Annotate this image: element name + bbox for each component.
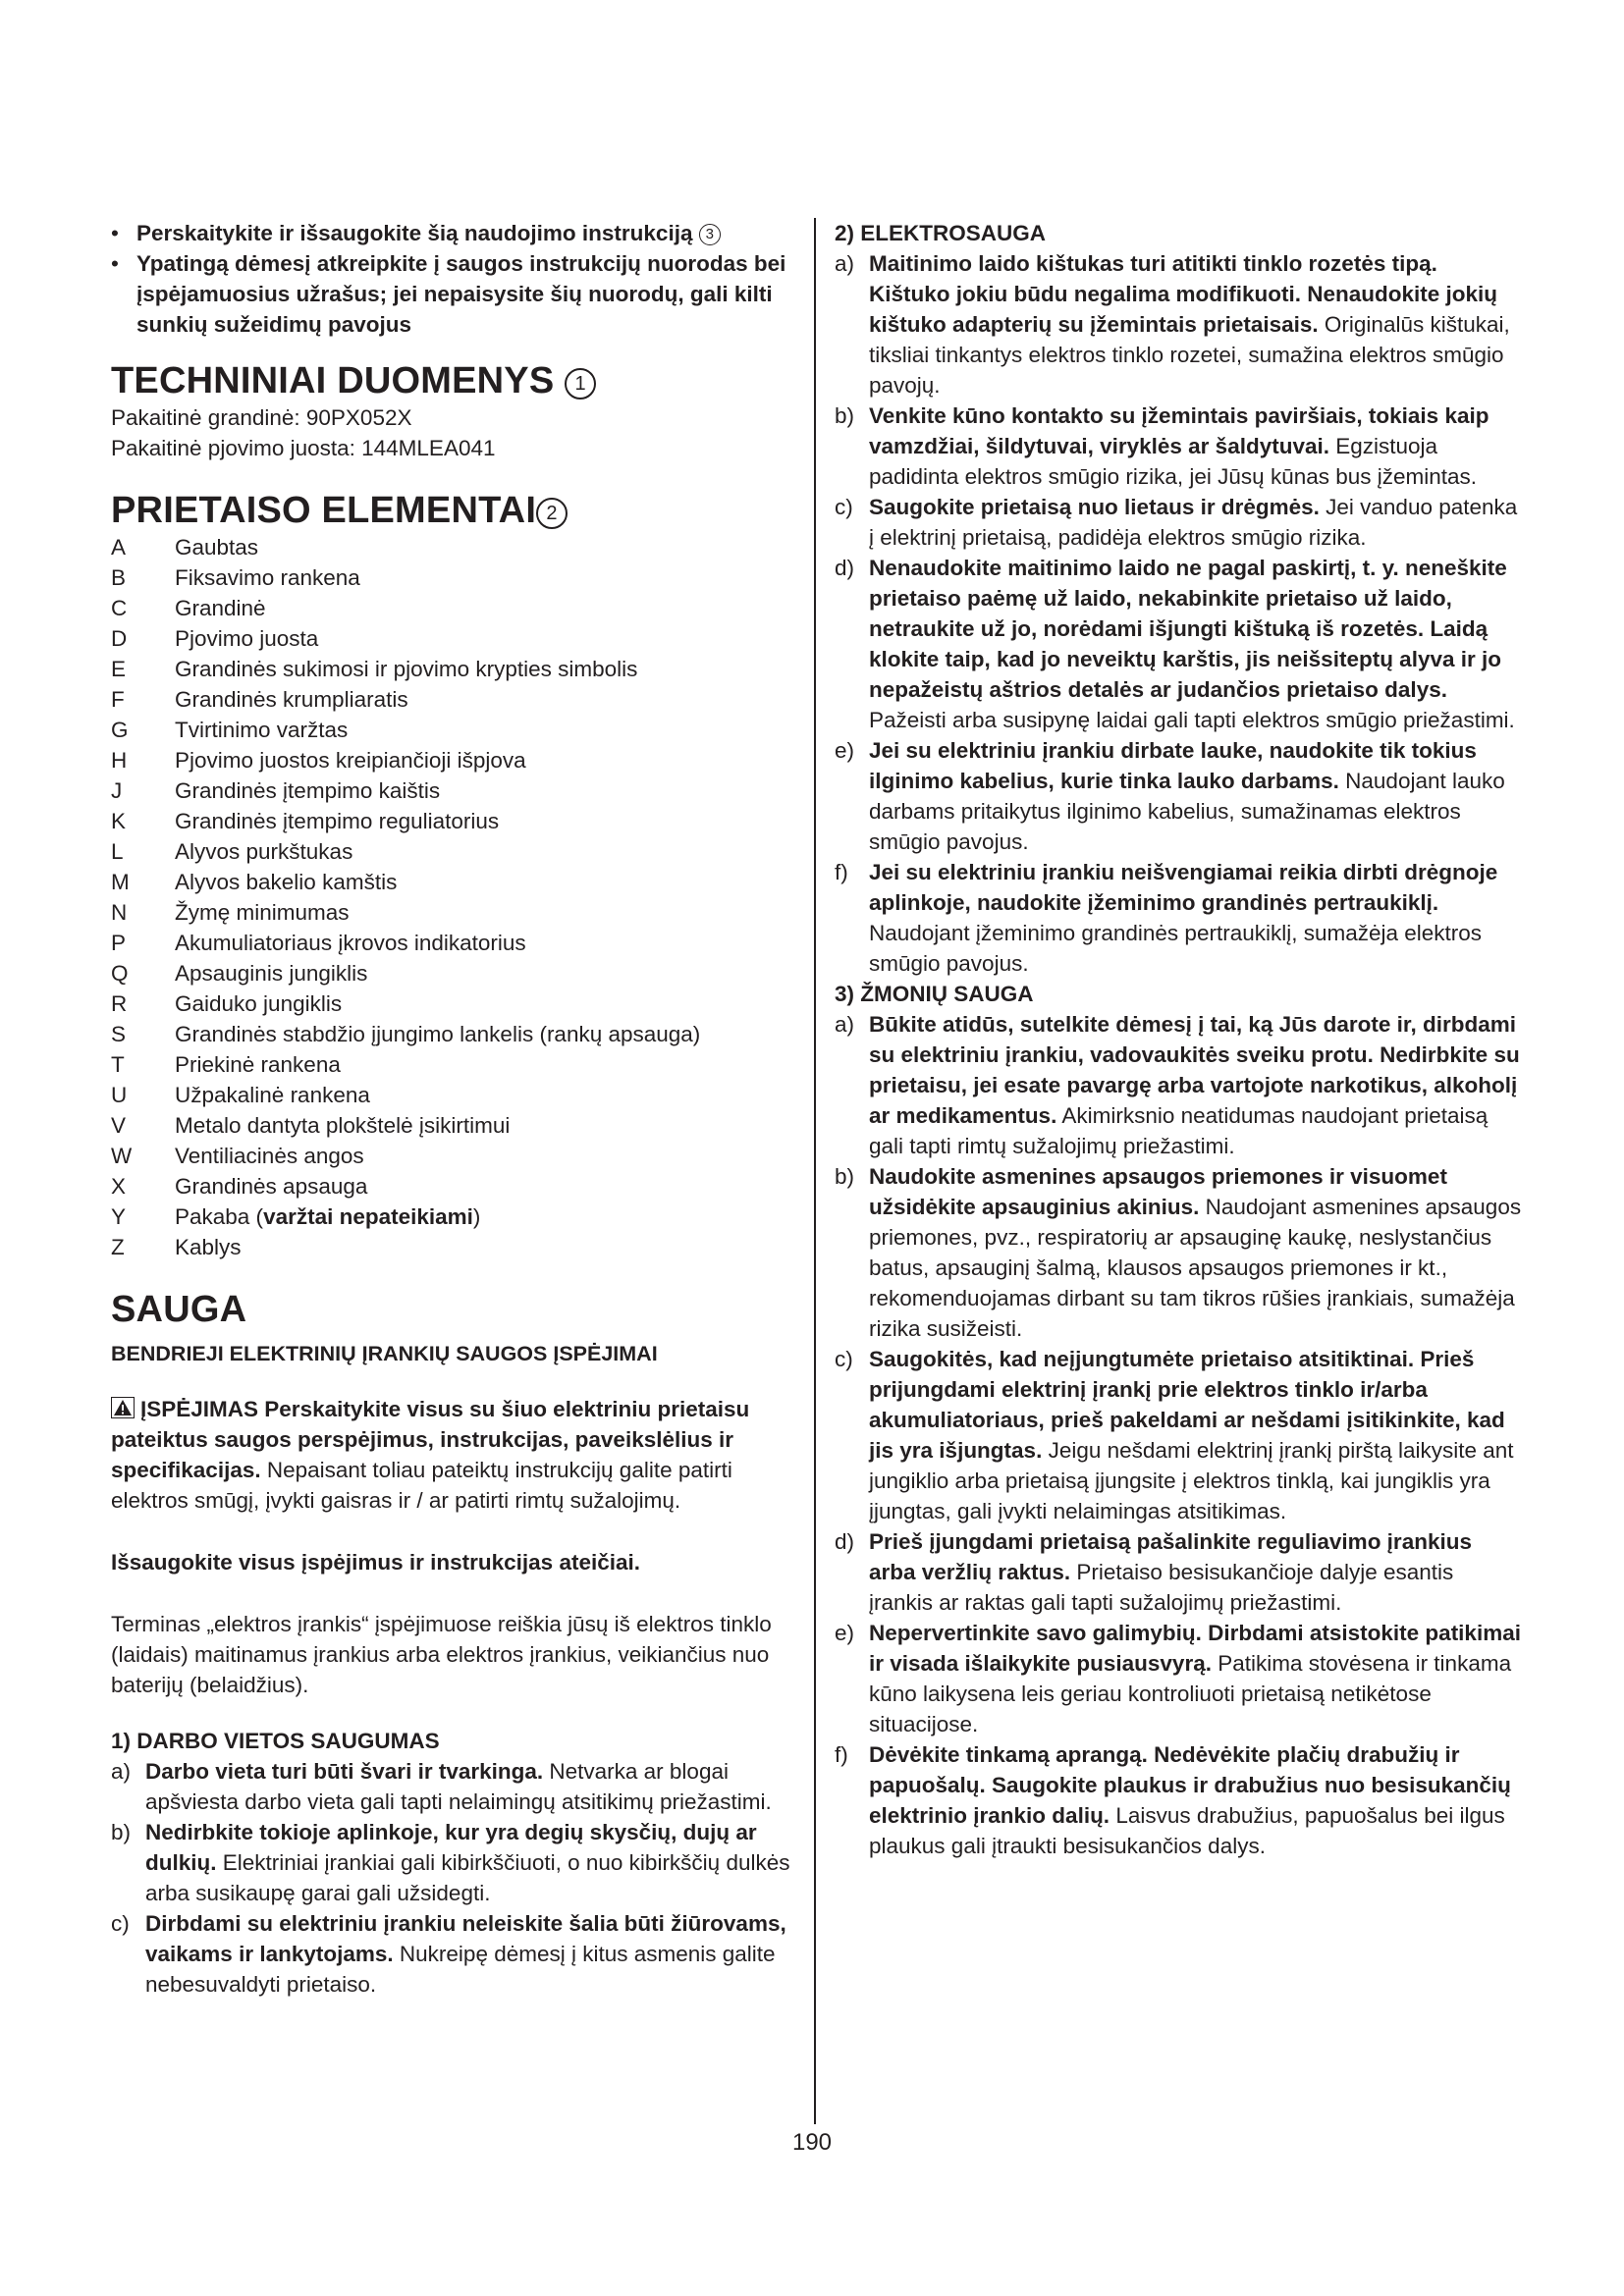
part-key: Y xyxy=(111,1204,127,1229)
part-key: E xyxy=(111,657,127,681)
part-label: Alyvos bakelio kamštis xyxy=(175,870,398,894)
part-label: Grandinės sukimosi ir pjovimo krypties simbolis xyxy=(175,657,638,681)
right-column xyxy=(835,218,1522,1861)
intro-bullet-1: • Perskaitykite ir išsaugokite šią naudojimo instrukciją 3 xyxy=(111,218,794,248)
part-key: S xyxy=(111,1022,127,1046)
sauga-title: SAUGA xyxy=(111,1289,247,1330)
left-column xyxy=(111,218,794,2000)
part-key: T xyxy=(111,1052,125,1077)
part-label: Pjovimo juostos kreipiančioji išpjova xyxy=(175,748,526,773)
tech-line: Pakaitinė grandinė: 90PX052X xyxy=(111,405,412,430)
term-paragraph: Terminas „elektros įrankis“ įspėjimuose reiškia jūsų iš elektros tinklo (laidais) maitinamus įrankius arba elektros įrankius, veikiančius nuo baterijų (belaidžius). xyxy=(111,1612,772,1697)
part-key: V xyxy=(111,1113,127,1138)
part-label: Tvirtinimo varžtas xyxy=(175,718,349,742)
part-label: Pjovimo juosta xyxy=(175,626,319,651)
part-label: Priekinė rankena xyxy=(175,1052,341,1077)
section-2-title: 2) ELEKTROSAUGA xyxy=(835,221,1047,245)
list-item: c) Dirbdami su elektriniu įrankiu neleiskite šalia būti žiūrovams, vaikams ir lankytojams. Nukreipę dėmesį į kitus asmenis galite nebesuvaldyti prietaiso. xyxy=(111,1911,786,1997)
part-key: N xyxy=(111,900,128,925)
section-1-title: 1) DARBO VIETOS SAUGUMAS xyxy=(111,1729,440,1753)
part-key: Q xyxy=(111,961,129,986)
part-label: Grandinės įtempimo reguliatorius xyxy=(175,809,500,833)
part-label: Grandinės krumpliaratis xyxy=(175,687,408,712)
list-item: e) Nepervertinkite savo galimybių. Dirbdami atsistokite patikimai ir visada išlaikykite pusiausvyrą. Patikima stovėsena ir tinkama kūno laikysena leis geriau kontroliuoti prietaisą netikėtose situacijose. xyxy=(835,1621,1521,1736)
list-item: a) Maitinimo laido kištukas turi atitikti tinklo rozetės tipą. Kištuko jokiu būdu negalima modifikuoti. Nenaudokite jokių kištuko adapterių su įžemintais prietaisais. Originalūs kištukai, tiksliai tinkantys elektros tinklo rozetei, sumažina elektros smūgio pavojų. xyxy=(835,251,1510,398)
sauga-subtitle: BENDRIEJI ELEKTRINIŲ ĮRANKIŲ SAUGOS ĮSPĖJIMAI xyxy=(111,1342,658,1365)
list-item: c) Saugokite prietaisą nuo lietaus ir drėgmės. Jei vanduo patenka į elektrinį prietaisą, padidėja elektros smūgio rizika. xyxy=(835,495,1518,550)
part-label: Užpakalinė rankena xyxy=(175,1083,370,1107)
part-label: Gaiduko jungiklis xyxy=(175,991,343,1016)
part-label: Apsauginis jungiklis xyxy=(175,961,368,986)
part-key: D xyxy=(111,626,128,651)
list-item: f) Jei su elektriniu įrankiu neišvengiamai reikia dirbti drėgnoje aplinkoje, naudokite įžeminimo grandinės pertraukiklį. Naudojant įžeminimo grandinės pertraukiklį, sumažėja elektros smūgio pavojus. xyxy=(835,860,1498,976)
part-key: W xyxy=(111,1144,133,1168)
ref-circle-2: 2 xyxy=(536,498,568,529)
part-key: C xyxy=(111,596,128,620)
list-item: a) Darbo vieta turi būti švari ir tvarkinga. Netvarka ar blogai apšviesta darbo vieta gali tapti nelaimingų atsitikimų priežastimi. xyxy=(111,1759,772,1814)
part-key: L xyxy=(111,839,124,864)
part-label: Grandinės stabdžio įjungimo lankelis (rankų apsauga) xyxy=(175,1022,701,1046)
list-item: e) Jei su elektriniu įrankiu dirbate lauke, naudokite tik tokius ilginimo kabelius, kurie tinka lauko darbams. Naudojant lauko darbams pritaikytus ilginimo kabelius, sumažinamas elektros smūgio pavojus. xyxy=(835,738,1505,854)
list-item: b) Nedirbkite tokioje aplinkoje, kur yra degių skysčių, dujų ar dulkių. Elektriniai įrankiai gali kibirkščiuoti, o nuo kibirkščių dulkės arba susikaupę garai gali užsidegti. xyxy=(111,1820,790,1905)
ref-circle-3: 3 xyxy=(699,224,721,245)
elements-title: PRIETAISO ELEMENTAI 2 xyxy=(111,489,794,532)
list-item: d) Nenaudokite maitinimo laido ne pagal paskirtį, t. y. neneškite prietaiso paėmę už laido, nekabinkite prietaiso už laido, netraukite už jo, norėdami išjungti kištuką iš rozetės. Laidą klokite taip, kad jo neveiktų karštis, jis neišsiteptų alyva ir jo nepažeistų aštrios detalės ar judančios prietaiso dalys. Pažeisti arba susipynę laidai gali tapti elektros smūgio priežastimi. xyxy=(835,556,1515,732)
warning-icon xyxy=(111,1397,135,1418)
ref-circle-1: 1 xyxy=(565,368,596,400)
part-key: H xyxy=(111,748,128,773)
part-key: P xyxy=(111,931,127,955)
part-label: Alyvos purkštukas xyxy=(175,839,353,864)
part-key: K xyxy=(111,809,127,833)
part-key: F xyxy=(111,687,125,712)
part-label: Pakaba (varžtai nepateikiami) xyxy=(175,1204,481,1229)
part-key: B xyxy=(111,565,127,590)
list-item: f) Dėvėkite tinkamą aprangą. Nedėvėkite plačių drabužių ir papuošalų. Saugokite plaukus ir drabužius nuo besisukančių elektrinio įrankio dalių. Laisvus drabužius, papuošalus bei ilgus plaukus gali įtraukti besisukančios dalys. xyxy=(835,1742,1511,1858)
part-key: R xyxy=(111,991,128,1016)
warning-paragraph: ĮSPĖJIMAS Perskaitykite visus su šiuo elektriniu prietaisu pateiktus saugos perspėjimus, instrukcijas, paveikslėlius ir specifikacijas. Nepaisant toliau pateiktų instrukcijų galite patirti elektros smūgį, įvykti gaisras ir / ar patirti rimtų sužalojimų. xyxy=(111,1397,750,1513)
part-key: U xyxy=(111,1083,128,1107)
parts-list xyxy=(111,532,794,1262)
list-item: b) Venkite kūno kontakto su įžemintais paviršiais, tokiais kaip vamzdžiai, šildytuvai, viryklės ar šaldytuvai. Egzistuoja padidinta elektros smūgio rizika, jei Jūsų kūnas bus įžemintas. xyxy=(835,403,1489,489)
page-number: 190 xyxy=(791,2129,833,2156)
section-3-title: 3) ŽMONIŲ SAUGA xyxy=(835,982,1034,1006)
list-item: a) Būkite atidūs, sutelkite dėmesį į tai, ką Jūs darote ir, dirbdami su elektriniu įrankiu, vadovaukitės sveiku protu. Nedirbkite su prietaisu, jei esate pavargę arba vartojote narkotikus, alkoholį ar medikamentus. Akimirksnio neatidumas naudojant prietaisą gali tapti rimtų sužalojimų priežastimi. xyxy=(835,1012,1520,1158)
list-item: c) Saugokitės, kad neįjungtumėte prietaiso atsitiktinai. Prieš prijungdami elektrinį įrankį prie elektros tinklo ir/arba akumuliatoriaus, prieš pakeldami ar nešdami įsitikinkite, kad jis yra išjungtas. Jeigu nešdami elektrinį įrankį pirštą laikysite ant jungiklio arba prietaisą įjungsite į elektros tinklą, kai jungiklis yra įjungtas, gali įvykti nelaimingas atsitikimas. xyxy=(835,1347,1514,1523)
column-divider xyxy=(814,218,816,2124)
list-item: d) Prieš įjungdami prietaisą pašalinkite reguliavimo įrankius arba veržlių raktus. Prietaiso besisukančioje dalyje esantis įrankis ar raktas gali tapti sužalojimų priežastimi. xyxy=(835,1529,1472,1615)
intro-bullet-2: • Ypatingą dėmesį atkreipkite į saugos instrukcijų nuorodas bei įspėjamuosius užrašus; jei nepaisysite šių nuorodų, gali kilti sunkių sužeidimų pavojus xyxy=(111,248,794,340)
part-key: J xyxy=(111,778,123,803)
tech-line: Pakaitinė pjovimo juosta: 144MLEA041 xyxy=(111,436,496,460)
part-key: Z xyxy=(111,1235,125,1259)
part-label: Ventiliacinės angos xyxy=(175,1144,364,1168)
part-label: Akumuliatoriaus įkrovos indikatorius xyxy=(175,931,526,955)
part-label: Žymę minimumas xyxy=(175,900,350,925)
tech-title: TECHNINIAI DUOMENYS 1 xyxy=(111,359,794,402)
part-label: Metalo dantyta plokštelė įsikirtimui xyxy=(175,1113,511,1138)
part-key: M xyxy=(111,870,130,894)
part-key: G xyxy=(111,718,129,742)
part-label: Gaubtas xyxy=(175,535,259,560)
part-label: Grandinės įtempimo kaištis xyxy=(175,778,441,803)
part-label: Grandinės apsauga xyxy=(175,1174,368,1199)
part-label: Kablys xyxy=(175,1235,242,1259)
part-label: Grandinė xyxy=(175,596,266,620)
part-key: X xyxy=(111,1174,127,1199)
part-label: Fiksavimo rankena xyxy=(175,565,360,590)
list-item: b) Naudokite asmenines apsaugos priemones ir visuomet užsidėkite apsauginius akinius. Naudojant asmenines apsaugos priemones, pvz., respiratorių ar apsauginę kaukę, neslystančius batus, apsauginį šalmą, klausos apsaugos priemones ir kt., rekomenduojamas dirbant su tam tikros rūšies įrankiais, sumažėja rizika susižeisti. xyxy=(835,1164,1522,1341)
keep-instructions: Išsaugokite visus įspėjimus ir instrukcijas ateičiai. xyxy=(111,1550,640,1575)
part-key: A xyxy=(111,535,127,560)
